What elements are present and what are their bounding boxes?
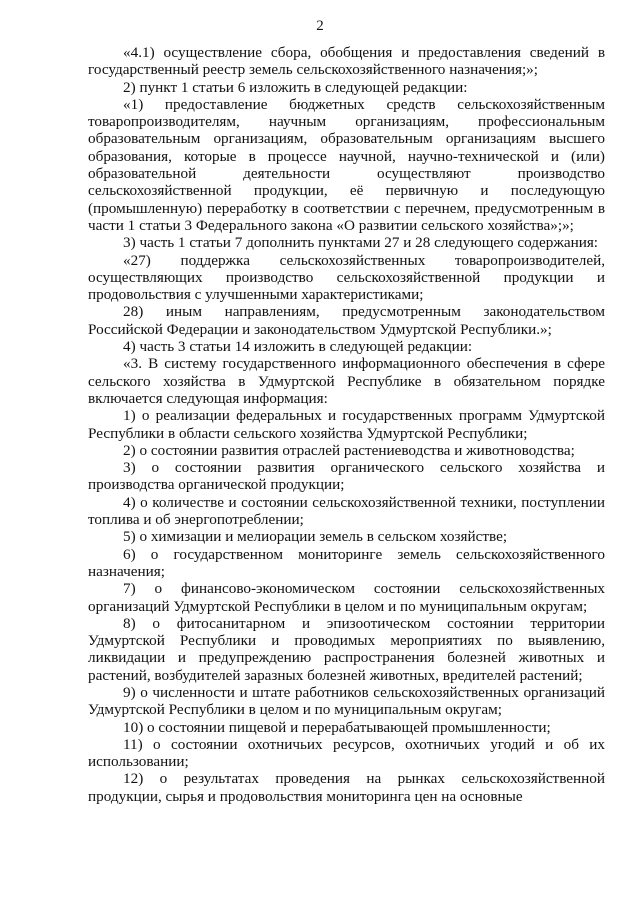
list-item-8: 8) о фитосанитарном и эпизоотическом состоянии территории Удмуртской Республики и проводимых мероприятиях по выявлению, ликвидации и предупреждению распространения болезней животных и растений, возбудителей заразных болезней животных, вредителей растений; xyxy=(88,614,605,684)
list-item-6: 6) о государственном мониторинге земель сельскохозяйственного назначения; xyxy=(88,545,605,580)
list-item-7: 7) о финансово-экономическом состоянии сельскохозяйственных организаций Удмуртской Республики в целом и по муниципальным округам; xyxy=(88,580,605,615)
list-item-11: 11) о состоянии охотничьих ресурсов, охотничьих угодий и об их использовании; xyxy=(88,735,605,771)
page-number: 2 xyxy=(316,18,324,34)
list-item-4: 4) о количестве и состоянии сельскохозяйственной техники, поступлении топлива и об энергопотреблении; xyxy=(88,493,605,529)
paragraph-info-system: «3. В систему государственного информационного обеспечения в сфере сельского хозяйства в Удмуртской Республике в обязательном порядке включается следующая информация: xyxy=(88,355,605,407)
list-item-9: 9) о численности и штате работников сельскохозяйственных организаций Удмуртской Республики в целом и по муниципальным округам; xyxy=(88,683,605,719)
list-item-12: 12) о результатах проведения на рынках сельскохозяйственной продукции, сырья и продовольствия мониторинга цен на основные xyxy=(88,770,605,805)
list-item-5: 5) о химизации и мелиорации земель в сельском хозяйстве; xyxy=(123,528,508,546)
list-item-1: 1) о реализации федеральных и государственных программ Удмуртской Республики в области сельского хозяйства Удмуртской Республики; xyxy=(88,407,605,442)
paragraph-amendment-4: 4) часть 3 статьи 14 изложить в следующей редакции: xyxy=(123,338,473,356)
paragraph-budget-funds: «1) предоставление бюджетных средств сельскохозяйственным товаропроизводителям, научным организациям, профессиональным образовательным организациям, образовательным организациям высшего образования, которые в процессе научной, научно-технической и (или) образовательной деятельности осуществляют производство сельскохозяйственной продукции, её первичную и последующую (промышленную) переработку в соответствии с перечнем, предусмотренным в части 1 статьи 3 Федерального закона «О развитии сельского хозяйства»;»; xyxy=(88,95,605,234)
list-item-2: 2) о состоянии развития отраслей растениеводства и животноводства; xyxy=(123,441,575,459)
list-item-10: 10) о состоянии пищевой и перерабатывающей промышленности; xyxy=(123,718,551,736)
paragraph-item-27: «27) поддержка сельскохозяйственных товаропроизводителей, осуществляющих производство сельскохозяйственной продукции и продовольствия с улучшенными характеристиками; xyxy=(88,251,605,304)
paragraph-4-1-data-collection: «4.1) осуществление сбора, обобщения и предоставления сведений в государственный реестр земель сельскохозяйственного назначения;»; xyxy=(88,44,605,79)
list-item-3: 3) о состоянии развития органического сельского хозяйства и производства органической продукции; xyxy=(88,459,605,494)
document-body xyxy=(88,44,605,805)
paragraph-amendment-2: 2) пункт 1 статьи 6 изложить в следующей редакции: xyxy=(123,78,468,96)
paragraph-item-28: 28) иным направлениям, предусмотренным законодательством Российской Федерации и законодательством Удмуртской Республики.»; xyxy=(88,303,605,338)
paragraph-amendment-3: 3) часть 1 статьи 7 дополнить пунктами 27 и 28 следующего содержания: xyxy=(123,234,599,252)
